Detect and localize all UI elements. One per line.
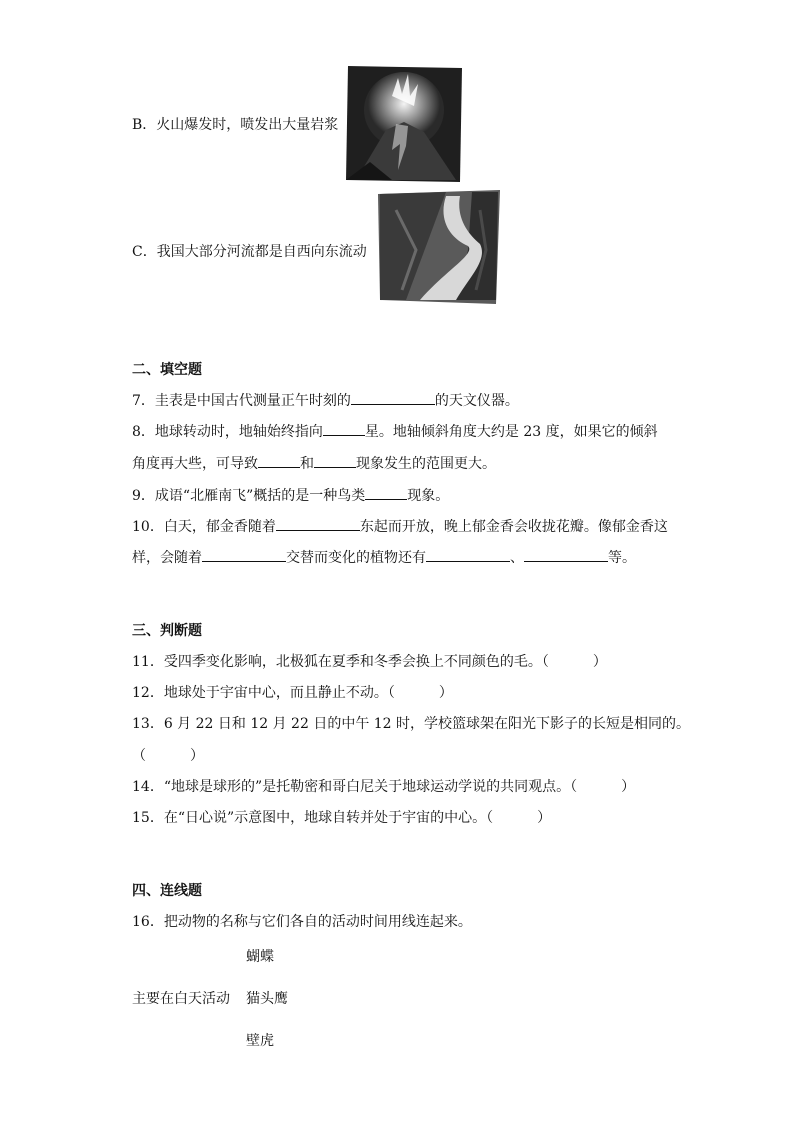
q10-text-end: 等。 [608,550,636,566]
q10-text-mid: 东起而开放，晚上郁金香会收拢花瓣。像郁金香这 [359,519,668,535]
question-8-line2 [132,453,496,473]
q12-text: 12．地球处于宇宙中心，而且静止不动。（ [132,685,395,701]
question-10-line1 [132,516,668,536]
q10-text-line2: 样，会随着 [132,550,202,566]
q8-and: 和 [300,456,314,472]
q10-blank-3[interactable] [426,547,510,562]
q7-text-end: 的天文仪器。 [434,393,519,409]
q8-text: 8．地球转动时，地轴始终指向 [132,424,323,440]
q14-close: ） [621,779,636,795]
section-match-heading: 四、连线题 [132,883,202,899]
q9-blank[interactable] [365,485,407,500]
volcano-image [346,66,462,182]
option-c: C．我国大部分河流都是自西向东流动 [132,244,367,260]
q14-text: 14．“地球是球形的”是托勒密和哥白尼关于地球运动学说的共同观点。（ [132,779,578,795]
question-8-line1 [132,421,658,441]
option-b: B．火山爆发时，喷发出大量岩浆 [132,117,339,133]
question-15 [132,807,551,827]
q8-text-mid: 星。地轴倾斜角度大约是 23 度，如果它的倾斜 [364,424,658,440]
q13-close: ） [190,748,204,764]
q10-blank-4[interactable] [524,547,608,562]
q8-blank-2[interactable] [258,453,300,468]
q13-open: （ [132,748,146,764]
time-daytime[interactable]: 主要在白天活动 [132,991,230,1007]
question-10-line2 [132,547,636,567]
question-13-answer [132,745,204,765]
question-13: 13．6 月 22 日和 12 月 22 日的中午 12 时，学校篮球架在阳光下影子的长短是相同的。 [132,716,691,732]
q11-close: ） [592,654,607,670]
section-fill-heading: 二、填空题 [132,362,202,378]
animal-butterfly[interactable]: 蝴蝶 [246,949,274,965]
q15-text: 15．在“日心说”示意图中，地球自转并处于宇宙的中心。（ [132,810,494,826]
question-7 [132,390,519,410]
question-9 [132,485,449,505]
q10-blank-2[interactable] [202,547,286,562]
section-judge-heading: 三、判断题 [132,623,202,639]
q8-text-line2: 角度再大些，可导致 [132,456,258,472]
animal-gecko[interactable]: 壁虎 [246,1033,274,1049]
q9-text-end: 现象。 [407,488,450,504]
animal-owl[interactable]: 猫头鹰 [246,991,288,1007]
q7-text: 7．圭表是中国古代测量正午时刻的 [132,393,351,409]
q11-text: 11．受四季变化影响，北极狐在夏季和冬季会换上不同颜色的毛。（ [132,654,549,670]
q15-close: ） [537,810,552,826]
q10-text: 10．白天，郁金香随着 [132,519,276,535]
q10-separator: 、 [510,550,524,566]
q8-blank-1[interactable] [323,421,365,436]
q10-text-line2-mid: 交替而变化的植物还有 [286,550,426,566]
question-12 [132,682,453,702]
question-14 [132,776,635,796]
q9-text: 9．成语“北雁南飞”概括的是一种鸟类 [132,488,366,504]
question-16: 16．把动物的名称与它们各自的活动时间用线连起来。 [132,914,472,930]
q7-blank[interactable] [351,390,435,405]
q8-text-end: 现象发生的范围更大。 [356,456,496,472]
question-11 [132,651,607,671]
q12-close: ） [438,685,453,701]
q8-blank-3[interactable] [314,453,356,468]
river-valley-image [376,190,500,304]
q10-blank-1[interactable] [276,516,360,531]
